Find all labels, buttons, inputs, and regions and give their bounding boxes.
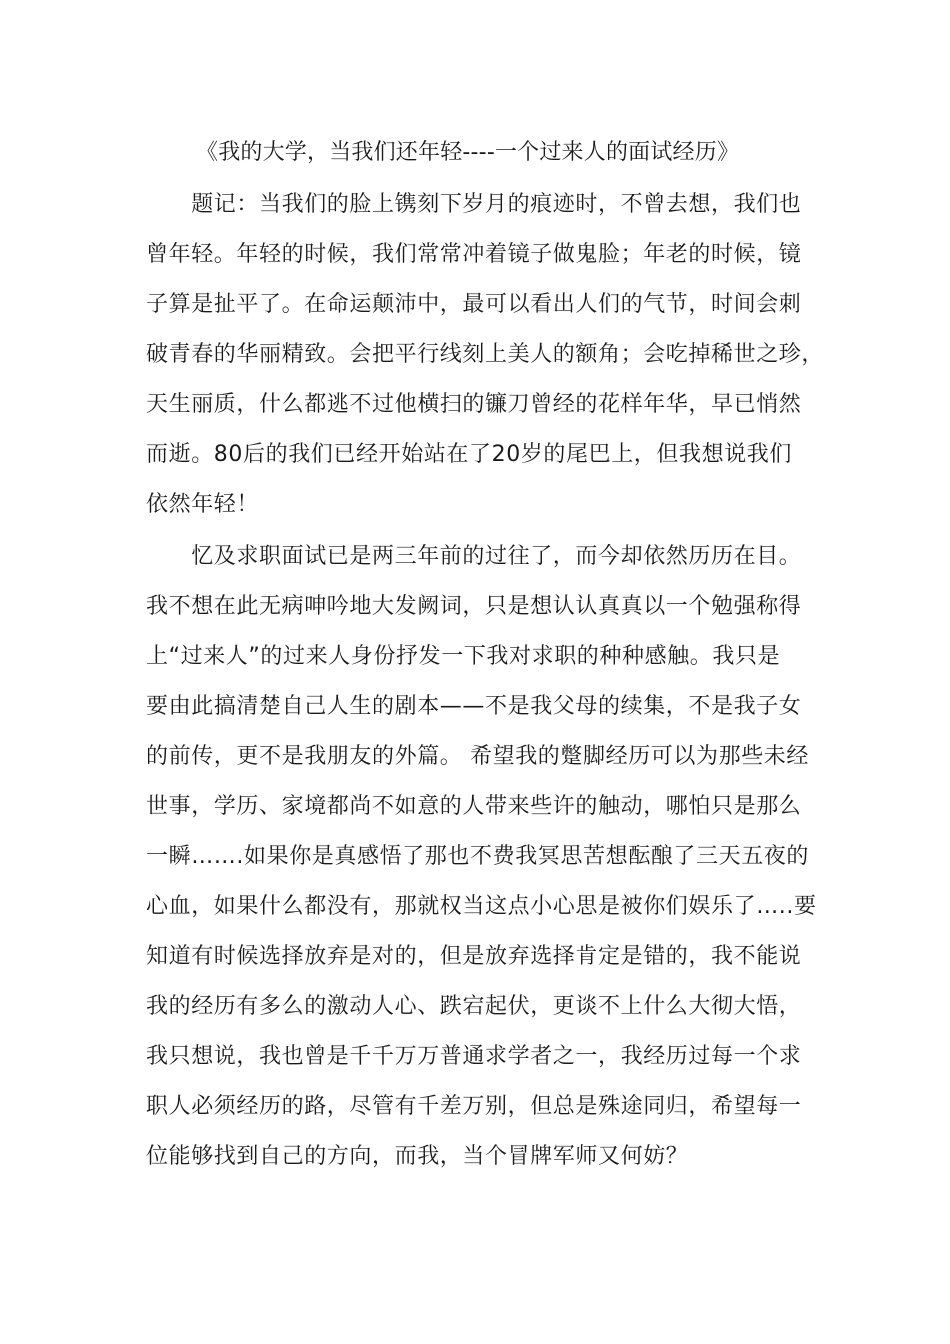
text-line: 曾年轻。年轻的时候，我们常常冲着镜子做鬼脸；年老的时候，镜 — [146, 242, 802, 267]
text-line: 破青春的华丽精致。会把平行线刻上美人的额角；会吃掉稀世之珍， — [146, 342, 825, 367]
text-line: 的前传，更不是我朋友的外篇。 希望我的蹩脚经历可以为那些未经 — [146, 744, 809, 769]
text-line: 位能够找到自己的方向，而我，当个冒牌军师又何妨？ — [146, 1144, 689, 1169]
text-line: 知道有时候选择放弃是对的，但是放弃选择肯定是错的，我不能说 — [146, 944, 802, 969]
text-line: 天生丽质，什么都逃不过他横扫的镰刀曾经的花样年华，早已悄然 — [146, 392, 802, 417]
text-line: 心血，如果什么都没有，那就权当这点小心思是被你们娱乐了…..要 — [146, 894, 817, 919]
text-line: 题记：当我们的脸上镌刻下岁月的痕迹时，不曾去想，我们也 — [146, 192, 802, 217]
text-line: 我的经历有多么的激动人心、跌宕起伏，更谈不上什么大彻大悟， — [146, 994, 802, 1019]
text-line: 依然年轻！ — [146, 492, 260, 517]
text-line: 要由此搞清楚自己人生的剧本——不是我父母的续集，不是我子女 — [146, 694, 802, 719]
text-line: 一瞬…….如果你是真感悟了那也不费我冥思苦想酝酿了三天五夜的 — [146, 844, 809, 869]
document-title: 《我的大学，当我们还年轻----一个过来人的面试经历》 — [196, 140, 740, 165]
text-line: 职人必须经历的路，尽管有千差万别，但总是殊途同归，希望每一 — [146, 1094, 802, 1119]
text-line: 忆及求职面试已是两三年前的过往了，而今却依然历历在目。 — [146, 544, 802, 569]
text-line: 我不想在此无病呻吟地大发阙词，只是想认认真真以一个勉强称得 — [146, 594, 802, 619]
text-line: 上“过来人”的过来人身份抒发一下我对求职的种种感触。我只是 — [146, 644, 781, 669]
text-line: 而逝。80后的我们已经开始站在了20岁的尾巴上，但我想说我们 — [146, 442, 792, 467]
text-line: 子算是扯平了。在命运颠沛中，最可以看出人们的气节，时间会刺 — [146, 292, 802, 317]
text-line: 世事，学历、家境都尚不如意的人带来些许的触动，哪怕只是那么 — [146, 794, 802, 819]
text-line: 我只想说，我也曾是千千万万普通求学者之一，我经历过每一个求 — [146, 1044, 802, 1069]
